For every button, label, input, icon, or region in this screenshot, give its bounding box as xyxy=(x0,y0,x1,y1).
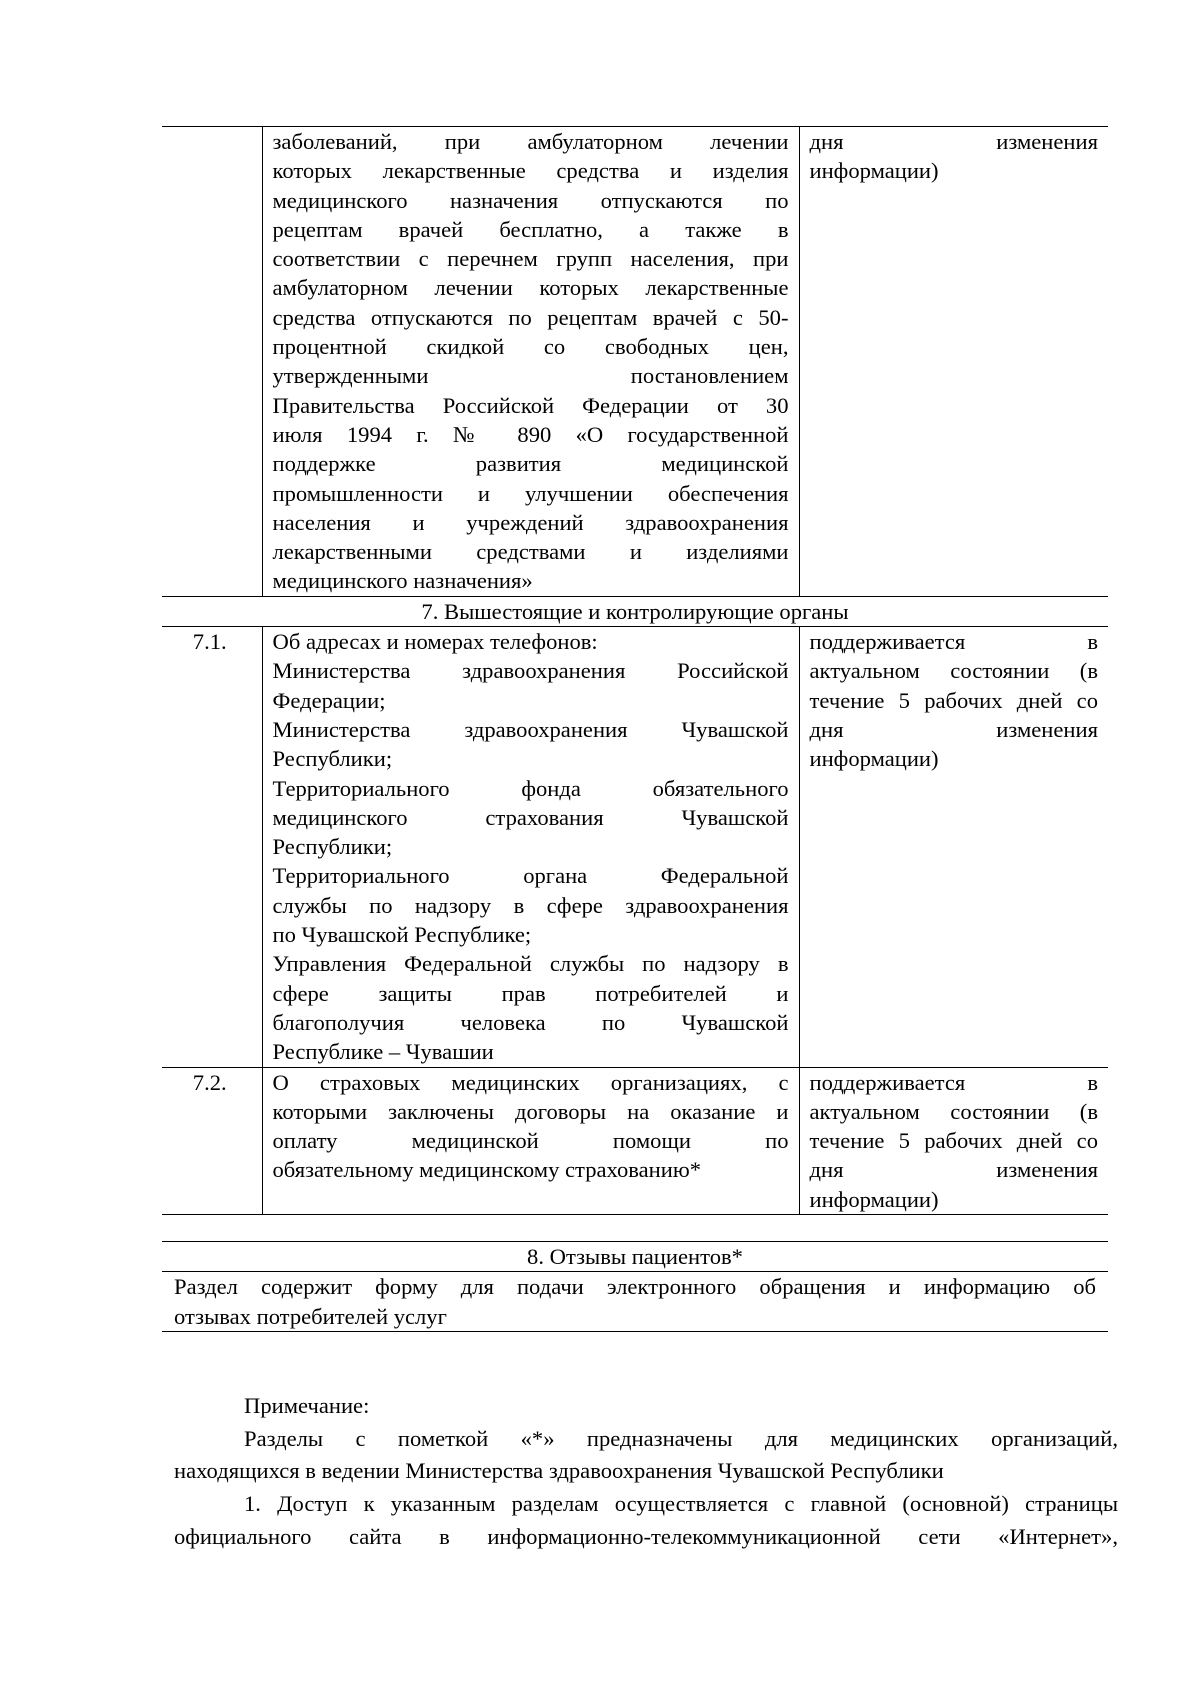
term-line: актуальном состоянии (в xyxy=(809,1098,1098,1124)
table-row xyxy=(162,1067,1108,1214)
row-term-cell xyxy=(799,627,1108,1067)
desc-line: июля 1994 г. № 890 «О государственной xyxy=(272,421,789,447)
desc-line: службы по надзору в сфере здравоохранения xyxy=(272,892,789,918)
desc-line: медицинского назначения» xyxy=(272,568,533,594)
desc-line: Территориального органа Федеральной xyxy=(272,863,789,889)
desc-line: медицинского страхования Чувашской xyxy=(272,804,789,830)
row-number: 7.1. xyxy=(162,627,262,1067)
notes-para2-line2: официального сайта в информационно-телекоммуникационной сети «Интернет», xyxy=(174,1523,1118,1549)
row-term-cell xyxy=(799,1067,1108,1214)
desc-line: медицинского назначения отпускаются по xyxy=(272,187,789,213)
desc-line: Правительства Российской Федерации от 30 xyxy=(272,392,789,418)
table-row xyxy=(162,127,1108,597)
desc-line: заболеваний, при амбулаторном лечении xyxy=(272,129,789,154)
desc-line: Республики; xyxy=(272,746,393,772)
patient-feedback-table xyxy=(162,1241,1108,1332)
desc-line: Федерации; xyxy=(272,687,386,713)
desc-line: лекарственными средствами и изделиями xyxy=(272,539,789,565)
table-row xyxy=(162,627,1108,1067)
row-description-cell xyxy=(262,127,799,597)
section-7-title: 7. Вышестоящие и контролирующие органы xyxy=(162,596,1108,626)
section-8-title: 8. Отзывы пациентов* xyxy=(162,1242,1108,1272)
desc-line: Министерства здравоохранения Чувашской xyxy=(272,716,789,742)
section-header-row xyxy=(162,1242,1108,1272)
section-8-description xyxy=(162,1272,1108,1332)
term-line: поддерживается в xyxy=(809,629,1098,655)
term-line: дня изменения xyxy=(809,716,1098,742)
desc-line: по Чувашской Республике; xyxy=(272,922,532,948)
notes-para2-line1: 1. Доступ к указанным разделам осуществляется с главной (основной) страницы xyxy=(244,1491,1118,1517)
section-8-line: Раздел содержит форму для подачи электронного обращения и информацию об xyxy=(174,1274,1096,1300)
term-line: актуальном состоянии (в xyxy=(809,658,1098,684)
desc-line: Республике – Чувашии xyxy=(272,1039,494,1065)
desc-line: оплату медицинской помощи по xyxy=(272,1128,789,1154)
section-8-line: отзывах потребителей услуг xyxy=(174,1303,447,1329)
row-number: 7.2. xyxy=(162,1067,262,1214)
term-line: информации) xyxy=(809,158,939,184)
notes-para1-line2: находящихся в ведении Министерства здравоохранения Чувашской Республики xyxy=(174,1458,944,1484)
desc-line: сфере защиты прав потребителей и xyxy=(272,980,789,1006)
desc-line: которых лекарственные средства и изделия xyxy=(272,158,789,184)
desc-line: Республики; xyxy=(272,834,393,860)
desc-line: населения и учреждений здравоохранения xyxy=(272,509,789,535)
desc-line: поддержке развития медицинской xyxy=(272,451,789,477)
desc-line: утвержденными постановлением xyxy=(272,363,789,389)
table-row xyxy=(162,1272,1108,1332)
term-line: информации) xyxy=(809,746,939,772)
row-term-cell xyxy=(799,127,1108,597)
desc-line: обязательному медицинскому страхованию* xyxy=(272,1157,702,1183)
desc-line: Министерства здравоохранения Российской xyxy=(272,658,789,684)
term-line: дня изменения xyxy=(809,129,1098,154)
row-number-cell xyxy=(162,127,262,597)
notes-para1-line1: Разделы с пометкой «*» предназначены для медицинских организаций, xyxy=(244,1425,1118,1451)
desc-line: которыми заключены договоры на оказание и xyxy=(272,1098,789,1124)
term-line: информации) xyxy=(809,1186,939,1212)
desc-line: амбулаторном лечении которых лекарственные xyxy=(272,275,789,301)
desc-line: Об адресах и номерах телефонов: xyxy=(272,629,598,655)
term-line: течение 5 рабочих дней со xyxy=(809,687,1098,713)
desc-line: соответствии с перечнем групп населения, при xyxy=(272,246,789,272)
notes-heading: Примечание: xyxy=(244,1393,370,1418)
desc-line: благополучия человека по Чувашской xyxy=(272,1009,789,1035)
desc-line: Территориального фонда обязательного xyxy=(272,775,789,801)
desc-line: О страховых медицинских организациях, с xyxy=(272,1069,789,1095)
term-line: дня изменения xyxy=(809,1157,1098,1183)
desc-line: Управления Федеральной службы по надзору в xyxy=(272,951,789,977)
desc-line: рецептам врачей бесплатно, а также в xyxy=(272,216,789,242)
requirements-table xyxy=(162,126,1108,1215)
desc-line: средства отпускаются по рецептам врачей с 50- xyxy=(272,304,789,330)
row-description-cell xyxy=(262,1067,799,1214)
row-description-cell xyxy=(262,627,799,1067)
section-header-row xyxy=(162,596,1108,626)
term-line: поддерживается в xyxy=(809,1069,1098,1095)
desc-line: процентной скидкой со свободных цен, xyxy=(272,334,789,360)
term-line: течение 5 рабочих дней со xyxy=(809,1128,1098,1154)
desc-line: промышленности и улучшении обеспечения xyxy=(272,480,789,506)
notes-block xyxy=(174,1390,1118,1554)
